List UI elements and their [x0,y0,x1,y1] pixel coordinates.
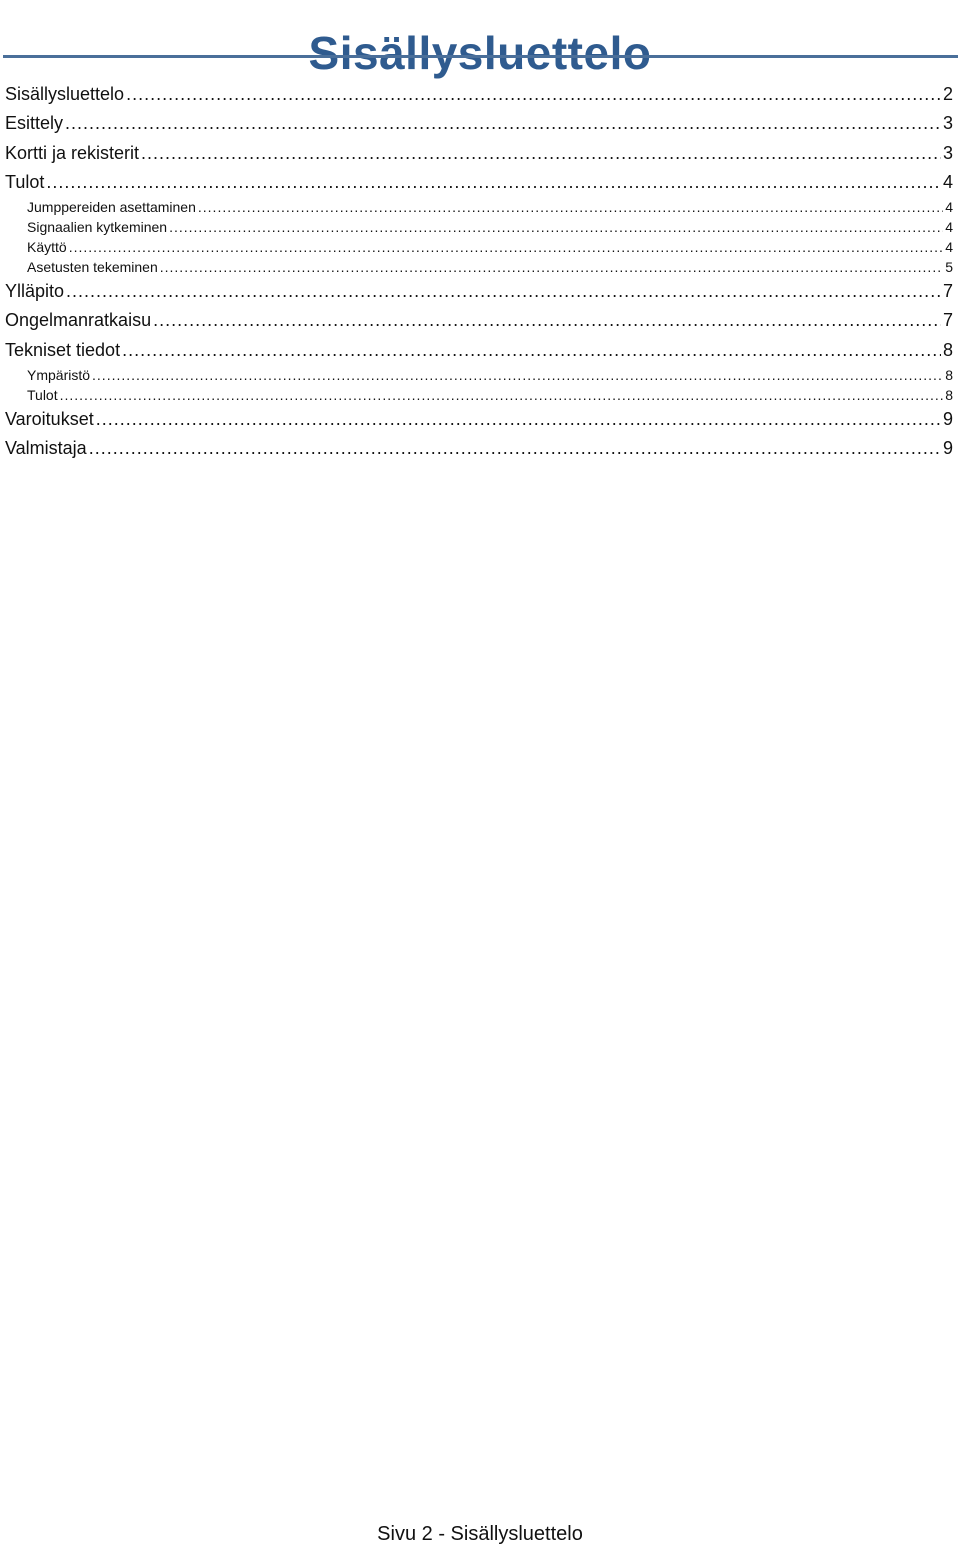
toc-entry-yllapito[interactable] [5,277,953,306]
dot-leader [60,385,944,405]
toc-entry-sisallysluettelo[interactable] [5,80,953,109]
toc-entry-tekniset-tiedot[interactable] [5,336,953,365]
dot-leader [96,405,941,434]
toc-entry-label: Tulot [27,387,58,404]
toc-entry-varoitukset[interactable] [5,405,953,434]
toc-entry-page: 4 [945,219,953,236]
dot-leader [126,80,941,109]
toc-entry-valmistaja[interactable] [5,434,953,463]
page-footer: Sivu 2 - Sisällysluettelo [377,1523,583,1545]
toc-entry-label: Esittely [5,113,64,134]
toc-entry-page: 7 [942,281,953,302]
toc-entry-ymparisto[interactable] [5,365,953,385]
toc-entry-label: Ympäristö [27,367,91,384]
toc-entry-label: Valmistaja [5,438,87,459]
toc-entry-label: Sisällysluettelo [5,84,125,104]
dot-leader [169,217,943,237]
toc-entry-label: Ongelmanratkaisu [5,310,152,331]
dot-leader [153,306,941,335]
dot-leader [65,109,941,138]
toc-entry-page: 4 [945,239,953,256]
toc-entry-label: Kortti ja rekisterit [5,142,140,163]
toc-entry-esittely[interactable] [5,109,953,138]
toc-entry-label: Ylläpito [5,281,65,302]
toc-entry-label: Jumppereiden asettaminen [27,199,196,216]
toc-entry-page: 7 [942,310,953,331]
toc-entry-label: Tulot [5,171,45,192]
toc-entry-label: Käyttö [27,239,67,256]
dot-leader [66,277,941,306]
toc-entry-label: Varoitukset [5,409,94,430]
toc-entry-page: 5 [945,259,953,276]
toc-entry-kaytto[interactable] [5,237,953,257]
toc-entry-page: 4 [942,171,953,192]
dot-leader [46,168,941,197]
toc-entry-asetusten-tekeminen[interactable] [5,257,953,277]
toc-entry-label: Tekniset tiedot [5,339,121,360]
page-title: Sisällysluettelo [308,26,652,79]
toc-entry-label: Signaalien kytkeminen [27,219,168,236]
toc-entry-tulot[interactable] [5,168,953,197]
toc-entry-page: 8 [942,339,953,360]
dot-leader [160,257,943,277]
toc-entry-page: 3 [942,142,953,163]
toc-entry-label: Asetusten tekeminen [27,259,158,276]
dot-leader [141,139,941,168]
toc-entry-page: 8 [945,367,953,384]
toc-entry-ongelmanratkaisu[interactable] [5,306,953,335]
dot-leader [92,365,943,385]
toc-entry-signaalien-kytkeminen[interactable] [5,217,953,237]
toc-entry-tulot-specs[interactable] [5,385,953,405]
toc-entry-page: 3 [942,113,953,134]
toc-entry-page: 4 [945,199,953,216]
dot-leader [69,237,944,257]
dot-leader [89,434,941,463]
dot-leader [198,197,943,217]
table-of-contents [5,80,953,464]
toc-entry-page: 9 [942,438,953,459]
title-divider [3,55,958,58]
toc-entry-page: 2 [942,84,953,104]
toc-entry-page: 9 [942,409,953,430]
toc-entry-kortti-ja-rekisterit[interactable] [5,139,953,168]
dot-leader [122,336,941,365]
toc-entry-page: 8 [945,387,953,404]
toc-entry-jumppereiden-asettaminen[interactable] [5,197,953,217]
